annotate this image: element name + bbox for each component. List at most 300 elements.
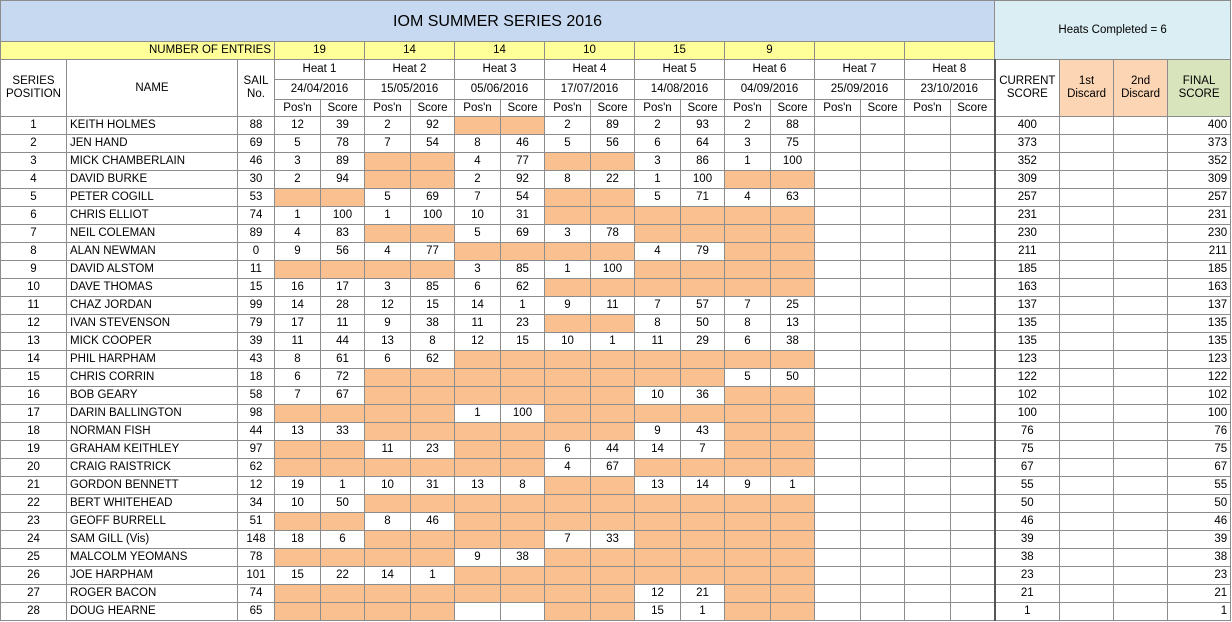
sailor-name: MICK CHAMBERLAIN — [67, 153, 238, 171]
empty-cell — [951, 351, 995, 369]
absent-cell — [771, 549, 815, 567]
table-row — [1, 405, 1231, 423]
sail-number: 74 — [238, 207, 275, 225]
empty-cell — [951, 585, 995, 603]
heat-position: 8 — [545, 171, 591, 189]
absent-cell — [545, 369, 591, 387]
current-score: 55 — [995, 477, 1060, 495]
empty-cell — [905, 333, 951, 351]
heat-position — [455, 603, 501, 621]
final-score: 135 — [1168, 333, 1231, 351]
absent-cell — [275, 513, 321, 531]
absent-cell — [591, 153, 635, 171]
absent-cell — [635, 567, 681, 585]
absent-cell — [591, 387, 635, 405]
second-discard — [1114, 567, 1168, 585]
absent-cell — [681, 549, 725, 567]
empty-cell — [861, 369, 905, 387]
sailor-name: DAVID BURKE — [67, 171, 238, 189]
series-position: 12 — [1, 315, 67, 333]
current-score: 231 — [995, 207, 1060, 225]
heat-name: Heat 6 — [725, 60, 815, 80]
sail-number: 43 — [238, 351, 275, 369]
empty-cell — [815, 279, 861, 297]
heat-score: 93 — [681, 117, 725, 135]
absent-cell — [501, 423, 545, 441]
heat-position: 6 — [365, 351, 411, 369]
sailor-name: NORMAN FISH — [67, 423, 238, 441]
empty-cell — [815, 261, 861, 279]
second-discard — [1114, 531, 1168, 549]
series-position: 22 — [1, 495, 67, 513]
first-discard — [1060, 135, 1114, 153]
absent-cell — [635, 459, 681, 477]
empty-cell — [861, 189, 905, 207]
absent-cell — [455, 243, 501, 261]
heat-position: 7 — [455, 189, 501, 207]
second-discard — [1114, 459, 1168, 477]
empty-cell — [815, 441, 861, 459]
absent-cell — [455, 585, 501, 603]
empty-cell — [905, 225, 951, 243]
empty-cell — [815, 531, 861, 549]
first-discard — [1060, 189, 1114, 207]
current-score: 21 — [995, 585, 1060, 603]
absent-cell — [411, 225, 455, 243]
table-row — [1, 441, 1231, 459]
heat-score: 22 — [321, 567, 365, 585]
heat-position: 3 — [275, 153, 321, 171]
empty-cell — [815, 117, 861, 135]
current-score: 352 — [995, 153, 1060, 171]
heat-name: Heat 3 — [455, 60, 545, 80]
empty-cell — [861, 333, 905, 351]
heat-entries-count: 14 — [365, 42, 455, 60]
heat-score: 43 — [681, 423, 725, 441]
second-discard — [1114, 369, 1168, 387]
sail-number: 148 — [238, 531, 275, 549]
heat-score: 33 — [321, 423, 365, 441]
absent-cell — [275, 603, 321, 621]
heat-score: 23 — [501, 315, 545, 333]
pos-header: Pos'n — [815, 100, 861, 117]
empty-cell — [815, 171, 861, 189]
absent-cell — [771, 513, 815, 531]
final-score: 163 — [1168, 279, 1231, 297]
second-discard — [1114, 405, 1168, 423]
absent-cell — [365, 459, 411, 477]
heat-score: 29 — [681, 333, 725, 351]
empty-cell — [861, 513, 905, 531]
absent-cell — [725, 279, 771, 297]
sailor-name: CHRIS CORRIN — [67, 369, 238, 387]
current-score: 46 — [995, 513, 1060, 531]
score-header: Score — [501, 100, 545, 117]
absent-cell — [681, 369, 725, 387]
absent-cell — [365, 369, 411, 387]
absent-cell — [365, 531, 411, 549]
sailor-name: NEIL COLEMAN — [67, 225, 238, 243]
heat-name: Heat 5 — [635, 60, 725, 80]
empty-cell — [815, 423, 861, 441]
heat-entries-count: 19 — [275, 42, 365, 60]
sailor-name: IVAN STEVENSON — [67, 315, 238, 333]
empty-cell — [815, 315, 861, 333]
absent-cell — [725, 603, 771, 621]
current-score-header: CURRENT SCORE — [995, 60, 1060, 117]
series-position: 15 — [1, 369, 67, 387]
first-discard — [1060, 117, 1114, 135]
heat-score — [501, 603, 545, 621]
heat-position: 6 — [275, 369, 321, 387]
heat-score: 39 — [321, 117, 365, 135]
second-discard — [1114, 513, 1168, 531]
heat-score: 50 — [771, 369, 815, 387]
heat-score: 100 — [771, 153, 815, 171]
heat-position: 3 — [455, 261, 501, 279]
absent-cell — [455, 117, 501, 135]
empty-cell — [815, 135, 861, 153]
absent-cell — [591, 279, 635, 297]
absent-cell — [275, 549, 321, 567]
sailor-name: CHAZ JORDAN — [67, 297, 238, 315]
second-discard — [1114, 495, 1168, 513]
heat-position: 8 — [635, 315, 681, 333]
absent-cell — [411, 369, 455, 387]
heat-score: 21 — [681, 585, 725, 603]
score-header: Score — [681, 100, 725, 117]
table-row — [1, 459, 1231, 477]
empty-cell — [905, 459, 951, 477]
heat-name: Heat 7 — [815, 60, 905, 80]
absent-cell — [501, 117, 545, 135]
absent-cell — [545, 495, 591, 513]
discard2-header: 2nd Discard — [1114, 60, 1168, 117]
heat-score: 64 — [681, 135, 725, 153]
heat-position: 3 — [635, 153, 681, 171]
absent-cell — [321, 441, 365, 459]
heat-date: 15/05/2016 — [365, 80, 455, 100]
sail-number: 88 — [238, 117, 275, 135]
table-row — [1, 171, 1231, 189]
empty-cell — [815, 513, 861, 531]
absent-cell — [725, 405, 771, 423]
sail-number: 79 — [238, 315, 275, 333]
empty-cell — [905, 135, 951, 153]
first-discard — [1060, 477, 1114, 495]
absent-cell — [321, 261, 365, 279]
series-position: 23 — [1, 513, 67, 531]
absent-cell — [411, 153, 455, 171]
sail-number: 65 — [238, 603, 275, 621]
empty-cell — [815, 405, 861, 423]
final-score: 231 — [1168, 207, 1231, 225]
absent-cell — [545, 189, 591, 207]
sail-header: SAIL No. — [238, 60, 275, 117]
heat-position: 8 — [275, 351, 321, 369]
empty-cell — [861, 243, 905, 261]
heat-score: 56 — [321, 243, 365, 261]
sail-number: 15 — [238, 279, 275, 297]
empty-cell — [861, 531, 905, 549]
series-position: 8 — [1, 243, 67, 261]
table-row — [1, 477, 1231, 495]
final-score: 373 — [1168, 135, 1231, 153]
empty-cell — [951, 477, 995, 495]
empty-cell — [951, 513, 995, 531]
absent-cell — [725, 225, 771, 243]
absent-cell — [725, 171, 771, 189]
absent-cell — [635, 351, 681, 369]
heat-score: 1 — [681, 603, 725, 621]
absent-cell — [321, 513, 365, 531]
empty-cell — [861, 135, 905, 153]
heat-position: 19 — [275, 477, 321, 495]
empty-cell — [815, 477, 861, 495]
current-score: 123 — [995, 351, 1060, 369]
empty-cell — [815, 333, 861, 351]
absent-cell — [591, 495, 635, 513]
heat-score: 6 — [321, 531, 365, 549]
table-row — [1, 603, 1231, 621]
absent-cell — [365, 603, 411, 621]
heat-score: 28 — [321, 297, 365, 315]
heat-position: 9 — [455, 549, 501, 567]
second-discard — [1114, 351, 1168, 369]
absent-cell — [275, 441, 321, 459]
second-discard — [1114, 423, 1168, 441]
first-discard — [1060, 603, 1114, 621]
empty-cell — [861, 153, 905, 171]
heat-position: 7 — [725, 297, 771, 315]
empty-cell — [905, 477, 951, 495]
sailor-name: KEITH HOLMES — [67, 117, 238, 135]
current-score: 100 — [995, 405, 1060, 423]
empty-cell — [861, 117, 905, 135]
absent-cell — [501, 513, 545, 531]
heat-position: 8 — [455, 135, 501, 153]
table-row — [1, 297, 1231, 315]
absent-cell — [411, 459, 455, 477]
heat-score: 62 — [411, 351, 455, 369]
final-score: 76 — [1168, 423, 1231, 441]
heat-score: 44 — [321, 333, 365, 351]
empty-cell — [951, 279, 995, 297]
absent-cell — [545, 279, 591, 297]
empty-cell — [951, 405, 995, 423]
empty-cell — [951, 207, 995, 225]
final-score-header: FINAL SCORE — [1168, 60, 1231, 117]
absent-cell — [275, 459, 321, 477]
second-discard — [1114, 153, 1168, 171]
empty-cell — [905, 279, 951, 297]
heat-position: 7 — [545, 531, 591, 549]
absent-cell — [771, 585, 815, 603]
heat-score: 100 — [501, 405, 545, 423]
heat-entries-count: 10 — [545, 42, 635, 60]
heat-score: 23 — [411, 441, 455, 459]
table-row — [1, 387, 1231, 405]
series-position: 2 — [1, 135, 67, 153]
table-row — [1, 423, 1231, 441]
empty-cell — [905, 243, 951, 261]
sailor-name: MALCOLM YEOMANS — [67, 549, 238, 567]
sailor-name: GORDON BENNETT — [67, 477, 238, 495]
absent-cell — [501, 459, 545, 477]
heat-score: 38 — [501, 549, 545, 567]
absent-cell — [411, 585, 455, 603]
heat-position: 5 — [545, 135, 591, 153]
heat-position: 5 — [275, 135, 321, 153]
absent-cell — [545, 207, 591, 225]
empty-cell — [951, 297, 995, 315]
absent-cell — [725, 207, 771, 225]
heat-position: 13 — [275, 423, 321, 441]
heat-score: 1 — [501, 297, 545, 315]
table-row — [1, 567, 1231, 585]
absent-cell — [681, 261, 725, 279]
empty-cell — [861, 279, 905, 297]
absent-cell — [771, 495, 815, 513]
absent-cell — [411, 495, 455, 513]
current-score: 163 — [995, 279, 1060, 297]
empty-cell — [861, 549, 905, 567]
empty-cell — [815, 585, 861, 603]
table-row — [1, 225, 1231, 243]
pos-header: Pos'n — [635, 100, 681, 117]
absent-cell — [275, 189, 321, 207]
first-discard — [1060, 423, 1114, 441]
absent-cell — [771, 603, 815, 621]
first-discard — [1060, 243, 1114, 261]
heat-position: 4 — [545, 459, 591, 477]
heat-score: 1 — [411, 567, 455, 585]
absent-cell — [681, 495, 725, 513]
pos-header: Pos'n — [545, 100, 591, 117]
empty-cell — [905, 513, 951, 531]
absent-cell — [771, 207, 815, 225]
current-score: 75 — [995, 441, 1060, 459]
heat-entries-count — [905, 42, 995, 60]
heat-score: 1 — [591, 333, 635, 351]
series-position: 18 — [1, 423, 67, 441]
heat-position: 15 — [635, 603, 681, 621]
table-row — [1, 513, 1231, 531]
absent-cell — [591, 513, 635, 531]
empty-cell — [905, 585, 951, 603]
heat-score: 75 — [771, 135, 815, 153]
series-position: 11 — [1, 297, 67, 315]
empty-cell — [905, 531, 951, 549]
absent-cell — [591, 189, 635, 207]
final-score: 137 — [1168, 297, 1231, 315]
heat-position: 10 — [275, 495, 321, 513]
table-row — [1, 153, 1231, 171]
final-score: 75 — [1168, 441, 1231, 459]
absent-cell — [545, 477, 591, 495]
absent-cell — [771, 243, 815, 261]
heat-date: 14/08/2016 — [635, 80, 725, 100]
current-score: 309 — [995, 171, 1060, 189]
series-position: 20 — [1, 459, 67, 477]
empty-cell — [905, 351, 951, 369]
absent-cell — [681, 459, 725, 477]
sailor-name: JEN HAND — [67, 135, 238, 153]
empty-cell — [951, 549, 995, 567]
heat-position: 9 — [365, 315, 411, 333]
absent-cell — [591, 207, 635, 225]
series-position: 19 — [1, 441, 67, 459]
absent-cell — [365, 153, 411, 171]
table-row — [1, 495, 1231, 513]
absent-cell — [365, 225, 411, 243]
sail-number: 74 — [238, 585, 275, 603]
absent-cell — [275, 261, 321, 279]
table-row — [1, 333, 1231, 351]
absent-cell — [411, 423, 455, 441]
heat-score: 1 — [321, 477, 365, 495]
second-discard — [1114, 315, 1168, 333]
heat-date: 04/09/2016 — [725, 80, 815, 100]
heat-score: 71 — [681, 189, 725, 207]
heat-score: 7 — [681, 441, 725, 459]
absent-cell — [635, 549, 681, 567]
sail-number: 98 — [238, 405, 275, 423]
second-discard — [1114, 207, 1168, 225]
absent-cell — [725, 585, 771, 603]
current-score: 1 — [995, 603, 1060, 621]
empty-cell — [951, 117, 995, 135]
final-score: 100 — [1168, 405, 1231, 423]
sailor-name: MICK COOPER — [67, 333, 238, 351]
empty-cell — [815, 549, 861, 567]
final-score: 21 — [1168, 585, 1231, 603]
absent-cell — [455, 441, 501, 459]
heat-name: Heat 8 — [905, 60, 995, 80]
heat-position: 18 — [275, 531, 321, 549]
table-row — [1, 369, 1231, 387]
empty-cell — [815, 495, 861, 513]
sailor-name: DAVID ALSTOM — [67, 261, 238, 279]
sail-number: 44 — [238, 423, 275, 441]
heat-position: 12 — [275, 117, 321, 135]
second-discard — [1114, 549, 1168, 567]
absent-cell — [771, 459, 815, 477]
absent-cell — [681, 207, 725, 225]
absent-cell — [455, 351, 501, 369]
heat-entries-count: 9 — [725, 42, 815, 60]
heat-score: 94 — [321, 171, 365, 189]
absent-cell — [725, 531, 771, 549]
heat-position: 1 — [455, 405, 501, 423]
final-score: 352 — [1168, 153, 1231, 171]
heat-score: 15 — [501, 333, 545, 351]
current-score: 211 — [995, 243, 1060, 261]
sail-number: 46 — [238, 153, 275, 171]
current-score: 400 — [995, 117, 1060, 135]
current-score: 50 — [995, 495, 1060, 513]
heat-position: 9 — [635, 423, 681, 441]
absent-cell — [635, 279, 681, 297]
absent-cell — [321, 189, 365, 207]
second-discard — [1114, 387, 1168, 405]
absent-cell — [681, 225, 725, 243]
heat-position: 11 — [455, 315, 501, 333]
heat-score: 44 — [591, 441, 635, 459]
sail-number: 69 — [238, 135, 275, 153]
sail-number: 97 — [238, 441, 275, 459]
empty-cell — [905, 297, 951, 315]
